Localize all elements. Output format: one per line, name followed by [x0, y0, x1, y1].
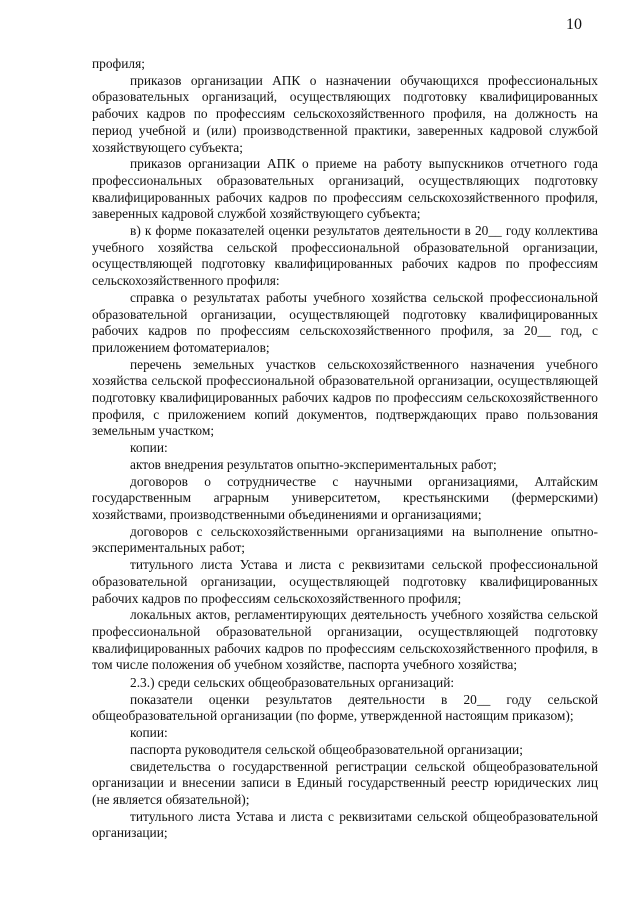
paragraph-school-charter: титульного листа Устава и листа с реквизитами сельской общеобразовательной организации; — [92, 808, 598, 841]
paragraph-school-indicators: показатели оценки результатов деятельности в 20__ году сельской общеобразовательной организации (по форме, утвержденной настоящим приказом); — [92, 691, 598, 724]
paragraph-cooperation: договоров о сотрудничестве с научными организациями, Алтайским государственным аграрным университетом, крестьянскими (фермерскими) хозяйствами, производственными объединениями и организациями; — [92, 473, 598, 522]
paragraph-form-indicators: в) к форме показателей оценки результатов деятельности в 20__ году коллектива учебного хозяйства сельской профессиональной образовательной организации, осуществляющей подготовку квалифицированных рабочих кадров по профессиям сельскохозяйственного профиля: — [92, 223, 598, 289]
paragraph-contracts: договоров с сельскохозяйственными организациями на выполнение опытно-экспериментальных работ; — [92, 523, 598, 556]
paragraph-orders-assignment: приказов организации АПК о назначении обучающихся профессиональных образовательных организаций, осуществляющих подготовку квалифицированных рабочих кадров по профессиям сельскохозяйственного профиля, на должность на период учебной и (или) производственной практики, заверенных кадровой службой хозяйствующего субъекта; — [92, 72, 598, 155]
paragraph-local-acts: локальных актов, регламентирующих деятельность учебного хозяйства сельской профессиональной образовательной организации, осуществляющей подготовку квалифицированных рабочих кадров по профессиям сельскохозяйственного профиля, в том числе положения об учебном хозяйстве, паспорта учебного хозяйства; — [92, 607, 598, 673]
paragraph-certificate: свидетельства о государственной регистрации сельской общеобразовательной организации и внесении записи в Единый государственный реестр юридических лиц (не является обязательной); — [92, 758, 598, 807]
section-heading-2-3: 2.3.) среди сельских общеобразовательных организаций: — [130, 675, 455, 691]
paragraph-report: справка о результатах работы учебного хозяйства сельской профессиональной образовательной организации, осуществляющей подготовку квалифицированных рабочих кадров по профессиям сельскохозяйственного профиля, за 20__ год, с приложением фотоматериалов; — [92, 289, 598, 355]
paragraph-charter: титульного листа Устава и листа с реквизитами сельской профессиональной образовательной организации, осуществляющей подготовку квалифицированных рабочих кадров по профессиям сельскохозяйственного профиля; — [92, 557, 598, 606]
paragraph-copies-heading-2: копии: — [130, 725, 168, 741]
paragraph-copies-heading: копии: — [130, 440, 168, 456]
paragraph-acts: актов внедрения результатов опытно-экспериментальных работ; — [130, 456, 497, 472]
paragraph-land-list: перечень земельных участков сельскохозяйственного назначения учебного хозяйства сельской профессиональной образовательной организации, осуществляющей подготовку квалифицированных рабочих кадров по профессиям сельскохозяйственного профиля, с приложением копий документов, подтверждающих право пользования земельным участком; — [92, 356, 598, 439]
paragraph-orders-hiring: приказов организации АПК о приеме на работу выпускников отчетного года профессиональных образовательных организаций, осуществляющих подготовку квалифицированных рабочих кадров по профессиям сельскохозяйственного профиля, заверенных кадровой службой хозяйствующего субъекта; — [92, 156, 598, 222]
page-number: 10 — [566, 16, 582, 33]
document-body — [92, 56, 598, 842]
paragraph-passport: паспорта руководителя сельской общеобразовательной организации; — [130, 741, 523, 757]
paragraph-continuation: профиля; — [92, 56, 145, 71]
